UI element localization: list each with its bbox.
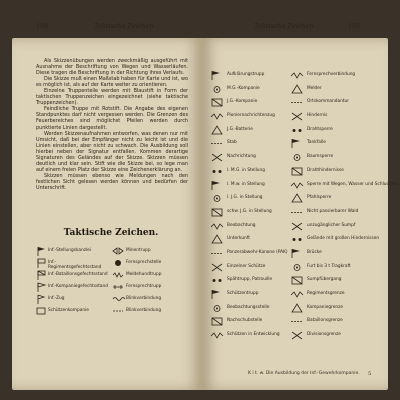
signature-number: 5 xyxy=(368,371,372,377)
right-symbol-grid xyxy=(210,70,399,344)
symbol-label: l. M.G. in Stellung xyxy=(227,167,265,173)
symbol-row xyxy=(210,262,388,276)
paragraph: Skizzen müssen ebenso wie Meldungen nach den festlichen Sicht gelesen werden können und bedürfen der Unterschrift. xyxy=(36,172,188,191)
trees-icon xyxy=(290,207,304,218)
symbol-label: Drahthindernisse xyxy=(307,167,344,173)
symbol-label: Fernsprechtrupp xyxy=(126,284,162,289)
left-page-running-title: Taktische Zeichen. xyxy=(94,22,156,30)
symbol-label: Blinkverbindung xyxy=(126,296,162,301)
single-shot-icon xyxy=(210,262,224,273)
lmg-icon xyxy=(210,166,224,177)
symbol-label: Schützentrupp xyxy=(227,291,259,296)
symbol-row xyxy=(210,193,388,207)
symbol-label: Bataillonsgrenze xyxy=(307,318,343,324)
symbol-row xyxy=(210,248,388,262)
symbol-row xyxy=(210,166,388,180)
symbol-label: unzugänglicher Sumpf xyxy=(307,222,356,228)
signal-icon xyxy=(112,270,124,280)
paragraph: Feindliche Truppe mit Rotstift. Die Angabe des eigenen Standpunktes darf nicht vergessen werden. Die Grenzen des Feuerbereiches sind möglichst Pfeilen werden durch punktierte Linien dargestellt. xyxy=(36,106,188,131)
symbol-label: Divisionsgrenze xyxy=(307,332,341,338)
zigzag-icon xyxy=(290,138,304,149)
symbol-label: J.G.-Kompanie xyxy=(227,99,258,105)
symbol-row xyxy=(210,289,388,303)
symbol-label: l. M.w. in Stellung xyxy=(227,181,265,187)
pursuit-icon xyxy=(210,111,224,122)
section-heading: Taktische Zeichen. xyxy=(63,228,159,238)
symbol-label: schw. J.G. in Stellung xyxy=(227,208,272,214)
bridge-icon xyxy=(290,248,304,259)
symbol-label: Fernsprechverbindung xyxy=(307,72,356,77)
symbol-label: Blinkverbindung xyxy=(126,308,162,313)
symbol-label: M.G.-Kompanie xyxy=(227,85,260,91)
reporter-icon xyxy=(290,84,304,95)
howitzer-icon xyxy=(210,207,224,218)
symbol-row xyxy=(36,294,188,306)
symbol-label: Melder xyxy=(307,85,322,91)
infantry-icon xyxy=(210,125,224,136)
symbol-label: Regimentsgrenze xyxy=(307,291,345,296)
marsh-icon xyxy=(290,221,304,232)
symbol-label: Nicht passierbarer Wald xyxy=(307,208,359,214)
cross-icon xyxy=(290,125,304,136)
symbol-label: Hindernis xyxy=(307,113,328,119)
signal-post-icon xyxy=(210,152,224,163)
symbol-row xyxy=(210,330,388,344)
symbol-label: Einzelner Schütze xyxy=(227,263,266,269)
symbol-label: Aufklärungstrupp xyxy=(227,72,265,77)
chain-icon xyxy=(290,111,304,122)
symbol-row xyxy=(210,221,388,235)
symbol-row xyxy=(210,125,388,139)
symbol-label: Stab xyxy=(227,140,237,146)
symbol-label: Fernsprechstelle xyxy=(126,260,162,265)
symbol-row xyxy=(210,275,388,289)
recon-icon xyxy=(210,70,224,81)
symbol-label: Minentrupp xyxy=(126,248,151,253)
symbol-label: Beobachtungsstelle xyxy=(227,304,270,310)
symbol-label: Inf.-Regimentsgefechtsstand xyxy=(48,260,102,270)
symbol-row xyxy=(210,180,399,194)
platoon-flag-icon xyxy=(36,294,46,304)
staff-icon xyxy=(210,138,224,149)
x-icon xyxy=(290,166,304,177)
symbol-row xyxy=(210,111,388,125)
paragraph: Die Skizze muß einen Maßstab haben für Karte und ist, wo es möglich ist, als auf der Karte weiter zu orientieren. xyxy=(36,76,188,89)
symbol-row xyxy=(36,282,188,294)
symbol-label: Drahtsperre xyxy=(307,126,333,132)
page-footer: K i t. w. Die Ausbildung der Inf.-Gewehrkompanie. xyxy=(248,371,360,376)
right-page-running-title: Taktische Zeichen. xyxy=(254,22,316,30)
symbol-row xyxy=(36,258,188,270)
symbol-label: Sumpfübergang xyxy=(307,277,342,283)
stop-icon xyxy=(210,275,224,286)
symbol-label: Inf.-Stellungskanzlei xyxy=(48,248,92,253)
infantry-flag-icon xyxy=(36,246,46,256)
symbol-row xyxy=(210,234,388,248)
hmg-icon xyxy=(210,180,224,191)
symbol-label: Inf.-Kompaniegefechtsstand xyxy=(48,284,108,289)
symbol-label: J.G.-Batterie xyxy=(227,126,253,132)
symbol-label: Furt bis 3 t Tragkraft xyxy=(307,263,351,269)
symbol-label: Nachschubstelle xyxy=(227,318,263,324)
symbol-label: Baumsperre xyxy=(307,154,334,160)
paragraph: Einzelne Truppenteile werden mit Blaustift in Form der taktischen Truppenzeichen eingezeichnet (siehe taktische Truppenzeichen). xyxy=(36,88,188,107)
symbol-label: Kompaniegrenze xyxy=(307,304,344,310)
company-flag-icon xyxy=(36,282,46,292)
vine-icon xyxy=(290,152,304,163)
mg-company-2-icon xyxy=(210,97,224,108)
symbol-label: Schützenkompanie xyxy=(48,308,89,313)
hatch-icon xyxy=(290,193,304,204)
symbol-label: Spähtrupp, Patrouille xyxy=(227,277,273,283)
boundary-icon xyxy=(290,289,304,300)
symbol-row xyxy=(210,303,388,317)
regiment-flag-icon xyxy=(36,258,46,268)
symbol-label: Nachrichtung xyxy=(227,154,256,160)
hill-icon xyxy=(290,234,304,245)
binocular-icon xyxy=(210,303,224,314)
symbol-label: Panzerabwehr-Kanone (PAK) xyxy=(227,249,288,255)
wave-icon xyxy=(112,294,124,304)
symbol-label: Inf.-Zug xyxy=(48,296,65,301)
army-line-icon xyxy=(290,330,304,341)
symbol-row xyxy=(210,84,388,98)
symbol-label: Unterkunft xyxy=(227,236,250,242)
ford-icon xyxy=(290,262,304,273)
symbol-label: Gelände mit großen Hindernissen xyxy=(307,236,380,242)
symbol-label: Ortskommandantur xyxy=(307,99,350,105)
wireless-icon xyxy=(112,282,124,292)
right-page-number: 105 xyxy=(348,22,361,30)
symbol-label: Pioniernachrichtenzug xyxy=(227,113,275,119)
battalion-flag-icon xyxy=(36,270,46,280)
left-symbol-list xyxy=(36,246,188,318)
symbol-row xyxy=(36,246,188,258)
symbol-row xyxy=(210,97,388,111)
rifle-company-icon xyxy=(36,306,46,316)
symbol-label: Sperre mit Wegen, Wasser und Schluchten xyxy=(307,181,399,187)
left-page-body xyxy=(36,58,188,191)
barrier-icon xyxy=(290,180,304,191)
symbol-label: l. J.G. in Stellung xyxy=(227,195,263,201)
symbol-label: Meldehundtrupp xyxy=(126,272,162,277)
division-line-icon xyxy=(290,316,304,327)
entrenchment-icon xyxy=(210,330,224,341)
company-line-icon xyxy=(290,303,304,314)
symbol-row xyxy=(210,316,388,330)
left-page-number: 104 xyxy=(36,22,49,30)
paragraph: Als Skizzenübungen werden zweckmäßig ausgeführt mit Ausnahme der Beschriftung von Wegen und Wasserläufen. Diese tragen die Beschriftung in der Richtung ihres Verlaufs. xyxy=(36,58,188,77)
antitank-icon xyxy=(210,248,224,259)
mg-company-icon xyxy=(210,84,224,95)
squiggle-icon xyxy=(290,275,304,286)
group-icon xyxy=(210,316,224,327)
symbol-label: Schützen in Entwicklung xyxy=(227,332,280,338)
mortar-icon xyxy=(210,193,224,204)
rifle-icon xyxy=(210,289,224,300)
symbol-label: Beobachtung xyxy=(227,222,256,228)
line-icon xyxy=(290,70,304,81)
paragraph: Werden Skizzenaufnahmen entworfen, was denen nur mit Umsicht, daß bei der Empfänger nicht zu leicht ist und die Linien einstellen, aber nicht zu schwach. Die Ausbildung soll hierbei neben der Signatur entfallen. Kommen derartige Signaturen des Geländes auf der Skizze. Skizzen müssen deutlich und klar sein. Stift wie die Skizze bei, so lege man auf einem freien Platz der Skizze eine Zeichenerklärung an. xyxy=(36,130,188,173)
symbol-label: Inf.-Bataillonsgefechtsstand xyxy=(48,272,108,277)
symbol-label: Pfahlsperre xyxy=(307,195,332,201)
symbol-label: Tankfalle xyxy=(307,140,326,146)
telephone-icon xyxy=(112,258,124,268)
symbol-row xyxy=(210,207,388,221)
castle-icon xyxy=(290,97,304,108)
symbol-row xyxy=(210,70,388,84)
machine-gun-icon xyxy=(112,246,124,256)
symbol-row xyxy=(210,152,388,166)
symbol-row xyxy=(210,138,388,152)
symbol-row xyxy=(36,306,188,318)
shelter-icon xyxy=(210,234,224,245)
symbol-row xyxy=(36,270,188,282)
sight-icon xyxy=(210,221,224,232)
dash-line-icon xyxy=(112,306,124,316)
symbol-label: Brücke xyxy=(307,249,322,255)
